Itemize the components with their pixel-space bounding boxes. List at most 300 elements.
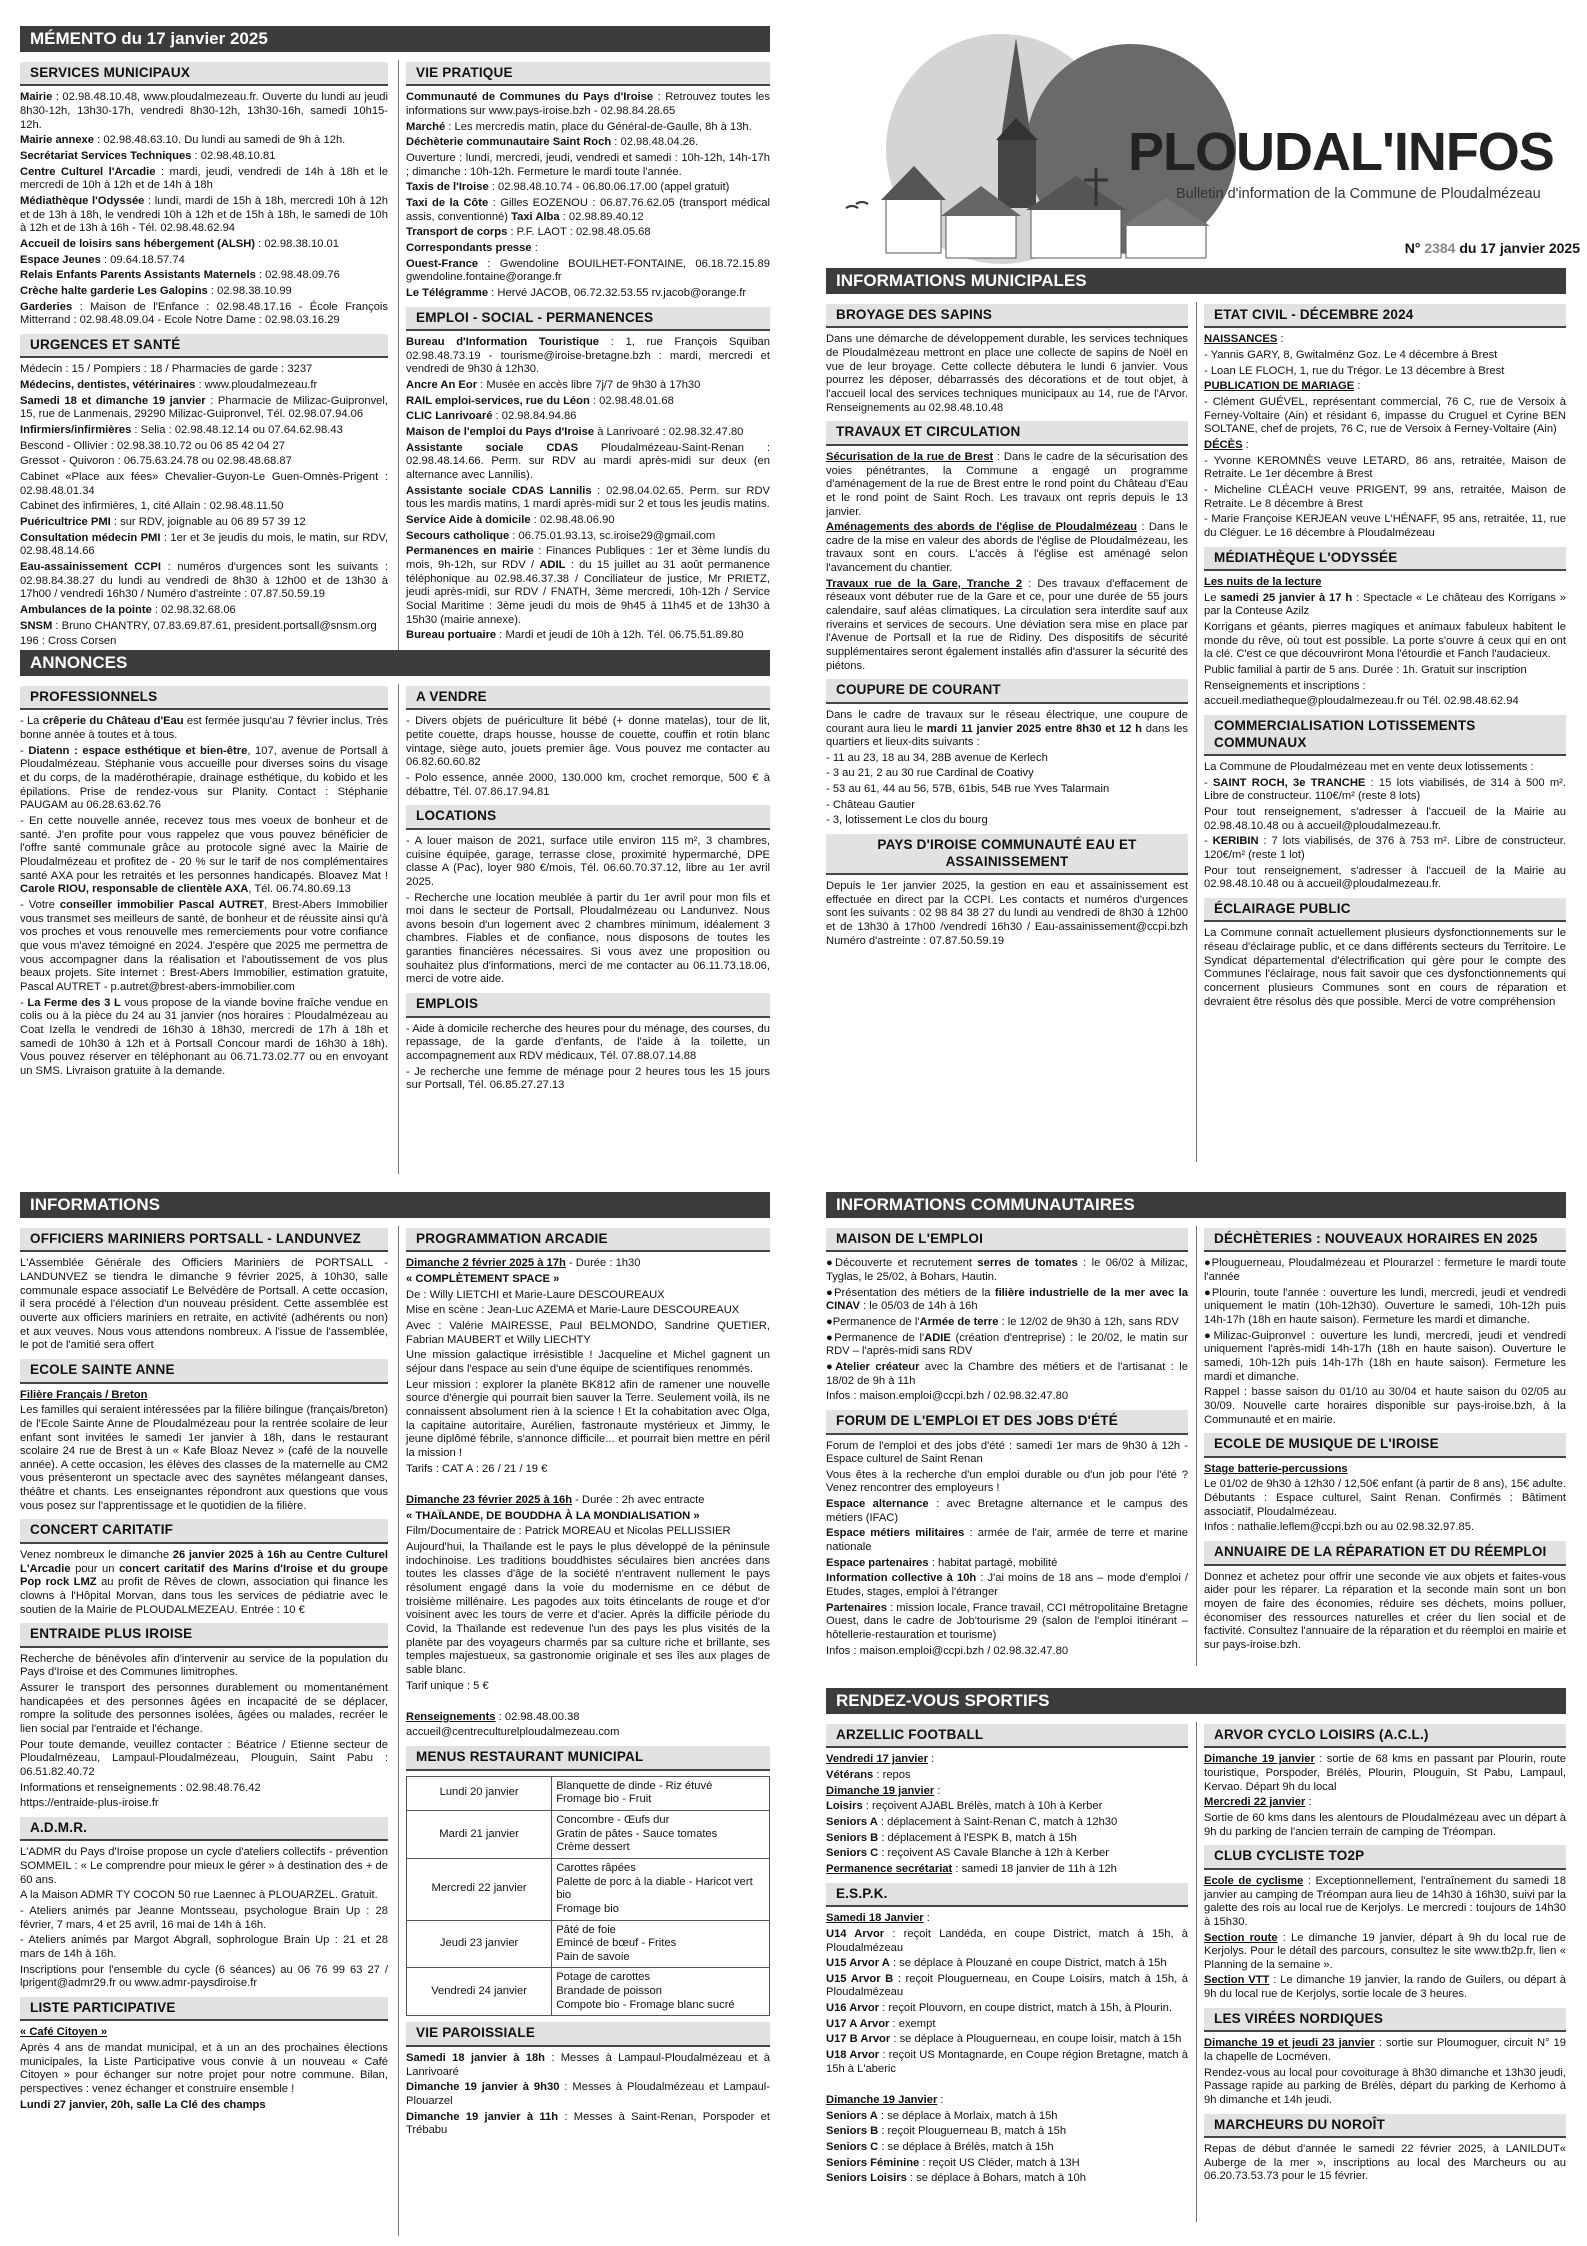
paragraph: Depuis le 1er janvier 2025, la gestion en eau et assainissement est effectuée en direct par la CCPI. Les contacts et numéros d'urgences sont les suivants : 02 98 84 38 27 du lundi au vendredi de 8h30 à 12h00 et de 13h30 à 17h00 /vendredi 16h30 / Eau-assainissement@ccpi.bzh Numéro d'astreinte : 07.87.50.59.19 — [826, 880, 1188, 947]
virees-body — [1204, 2037, 1566, 2107]
infomun-right-col — [1204, 298, 1566, 1011]
menu-dishes: Blanquette de dinde - Riz étuvé Fromage bio - Fruit — [552, 1776, 770, 1810]
paragraph: - Ateliers animés par Margot Abgrall, sophrologue Brain Up : 21 et 28 mars de 14h à 16h. — [20, 1934, 388, 1960]
paroissiale-heading: VIE PAROISSIALE — [406, 2022, 770, 2046]
paragraph: Transport de corps : P.F. LAOT : 02.98.48.05.68 — [406, 226, 651, 239]
paragraph: Les nuits de la lecture — [1204, 576, 1322, 589]
paragraph: accueil.mediatheque@ploudalmezeau.fr ou Tél. 02.98.48.62.94 — [1204, 695, 1519, 708]
annonces-section — [20, 650, 770, 1092]
emploi-body — [406, 336, 770, 643]
annonces-right-col — [406, 680, 770, 1095]
paragraph: - Loan LE FLOCH, 1, rue du Trégor. Le 13 décembre à Brest — [1204, 364, 1505, 377]
paragraph: U15 Arvor A : se déplace à Plouzané en coupe District, match à 15h — [826, 1957, 1167, 1970]
paragraph: Après 4 ans de mandat municipal, et à un an des prochaines élections municipales, la Liste Participative vous convie à un nouveau « Café Citoyen » pour échanger sur notre projet pour notre commune. Bilan, perspectives : venez échanger et construire ensemble ! — [20, 2042, 388, 2095]
paragraph: Une mission galactique irrésistible ! Jacqueline et Michel gagnent un séjour dans l'espace au sein d'une équipe de scientifiques renommés. — [406, 1349, 770, 1376]
emplois-body — [406, 1023, 770, 1093]
paragraph: Espace alternance : avec Bretagne alternance et le campus des métiers (IFAC) — [826, 1498, 1188, 1524]
paragraph: Mairie annexe : 02.98.48.63.10. Du lundi au samedi de 9h à 12h. — [20, 134, 346, 147]
paragraph: Sécurisation de la rue de Brest : Dans le cadre de la sécurisation des voies pénétrantes, la Commune a engagé un programme d'aménagement de la rue de Brest entre le rond point du Château d'Eau et le rond point de Saint Roch. Les travaux ont repris depuis le 13 janvier. — [826, 450, 1188, 518]
paragraph: « COMPLÈTEMENT SPACE » — [406, 1273, 560, 1286]
paragraph: Marché : Les mercredis matin, place du Général-de-Gaulle, 8h à 13h. — [406, 120, 752, 133]
menu-row — [407, 1920, 770, 1968]
rdv-bar: RENDEZ-VOUS SPORTIFS — [826, 1688, 1566, 1714]
urgences-heading: URGENCES ET SANTÉ — [20, 334, 388, 358]
vie-body — [406, 91, 770, 300]
paragraph: Sortie de 60 kms dans les alentours de Ploudalmézeau avec un départ à 9h du parking de l'ancien terrain de camping de Tréompan. — [1204, 1812, 1566, 1838]
forum-heading: FORUM DE L'EMPLOI ET DES JOBS D'ÉTÉ — [826, 1410, 1188, 1434]
paragraph: Informations et renseignements : 02.98.48.76.42 — [20, 1781, 261, 1794]
to2p-body — [1204, 1875, 1566, 2002]
menu-day: Vendredi 24 janvier — [407, 1968, 552, 2016]
memento-section — [20, 26, 770, 648]
paragraph: Ambulances de la pointe : 02.98.32.68.06 — [20, 603, 236, 616]
menu-row — [407, 1776, 770, 1810]
paragraph: Dimanche 19 janvier : — [826, 1784, 941, 1797]
paragraph: - 3, lotissement Le clos du bourg — [826, 814, 988, 827]
paragraph: Ecole de cyclisme : Exceptionnellement, l'entraînement du samedi 18 janvier au camping de Tréompan aura lieu de 14h30 à 16h30, suivi par la galette des rois au local rue de Kerjolys. Le mercredi : toujours de 14h30 à 15h30. — [1204, 1874, 1566, 1928]
rdv-right-col — [1204, 1718, 1566, 2186]
paragraph: U17 B Arvor : se déplace à Plouguerneau, en coupe loisir, match à 15h — [826, 2033, 1182, 2046]
paragraph: Consultation médecin PMI : 1er et 3e jeudis du mois, le matin, sur RDV, 02.98.48.14.66 — [20, 531, 388, 558]
entraide-body — [20, 1653, 388, 1811]
paragraph: Maison de l'emploi du Pays d'Iroise à Lanrivoaré : 02.98.32.47.80 — [406, 426, 744, 439]
paragraph: Cabinet des infirmières, 1, cité Allain : 02.98.48.11.50 — [20, 500, 284, 513]
paragraph: Dimanche 19 janvier à 11h : Messes à Saint-Renan, Porspoder et Trébabu — [406, 2110, 771, 2137]
musique-heading: ECOLE DE MUSIQUE DE L'IROISE — [1204, 1433, 1566, 1457]
arcadie-heading: PROGRAMMATION ARCADIE — [406, 1228, 770, 1252]
paragraph: Dimanche 23 février 2025 à 16h - Durée : 2h avec entracte — [406, 1493, 705, 1506]
rdv-left-col — [826, 1718, 1188, 2188]
informations-bar: INFORMATIONS — [20, 1192, 770, 1218]
paragraph: Seniors C : se déplace à Brélès, match à 15h — [826, 2141, 1054, 2154]
emplois-heading: EMPLOIS — [406, 993, 770, 1017]
paragraph: Mise en scène : Jean-Luc AZEMA et Marie-Laure DESCOUREAUX — [406, 1304, 740, 1317]
arzellic-heading: ARZELLIC FOOTBALL — [826, 1724, 1188, 1748]
paragraph: « THAÏLANDE, DE BOUDDHA À LA MONDIALISATION » — [406, 1509, 700, 1522]
paragraph: Seniors A : se déplace à Morlaix, match à 15h — [826, 2109, 1058, 2122]
entraide-heading: ENTRAIDE PLUS IROISE — [20, 1623, 388, 1647]
to2p-heading: CLUB CYCLISTE TO2P — [1204, 1845, 1566, 1869]
vie-heading: VIE PRATIQUE — [406, 62, 770, 86]
paragraph: Partenaires : mission locale, France travail, CCI métropolitaine Bretagne Ouest, dans le cadre de Job'tourisme 29 (salon de l'emploi itinérant – hôtellerie-restauration et tourisme) — [826, 1601, 1188, 1642]
paragraph: - Recherche une location meublée à partir du 1er avril pour mon fils et moi dans le secteur de Portsall, Ploudalmézeau ou Landunvez. Nous avons besoin d'un logement avec 2 chambres minimum, idéalement 3 chambres. Fiables et de confiance, nous disposons de toutes les garanties financières nécessaires. Si vous avez une proposition ou souhaitez plus d'informations, merci de me contacter au 06.11.73.18.06, merci de votre aide. — [406, 891, 770, 986]
paragraph: - Château Gautier — [826, 798, 915, 811]
paragraph: accueil@centreculturelploudalmezeau.com — [406, 1726, 620, 1739]
paragraph: - En cette nouvelle année, recevez tous mes voeux de bonheur et de santé. J'en profite pour vous rappelez que vous pouvez bénéficier de l'offre santé communale grâce au protocole signé avec la Mairie de Ploudalmézeau et profitez de - 20 % sur le tarif de nos complémentaires santé AXA pour les retraités et les personnes handicapés. Bloavez Mat ! Carole RIOU, responsable de clientèle AXA, Tél. 06.74.80.69.13 — [20, 815, 388, 896]
memento-bar: MÉMENTO du 17 janvier 2025 — [20, 26, 770, 52]
menu-dishes: Concombre - Œufs dur Gratin de pâtes - Sauce tomates Crème dessert — [552, 1810, 770, 1858]
paragraph: Secours catholique : 06.75.01.93.13, sc.iroise29@gmail.com — [406, 529, 716, 542]
paragraph: Section VTT : Le dimanche 19 janvier, la rando de Guilers, ou départ à 9h du local rue de Kerjolys, sortie locale de 3 heures. — [1204, 1974, 1566, 2001]
paragraph: NAISSANCES : — [1204, 333, 1284, 346]
admr-body — [20, 1846, 388, 1991]
broyage-heading: BROYAGE DES SAPINS — [826, 304, 1188, 328]
paragraph: Loisirs : reçoivent AJABL Brélès, match à 10h à Kerber — [826, 1800, 1103, 1813]
paragraph: - La crêperie du Château d'Eau est fermée jusqu'au 7 février inclus. Très bonne année à toutes et à tous. — [20, 715, 388, 742]
paragraph: Rendez-vous au local pour covoiturage à 8h30 dimanche et 13h30 jeudi, Passage rapide au parking de Brélès, départ du parking de Kerhomo à 9h dimanche et 14h jeudi. — [1204, 2066, 1566, 2106]
paragraph: - Je recherche une femme de ménage pour 2 heures tous les 15 jours sur Portsall, Tél. 06.85.27.27.13 — [406, 1065, 770, 1092]
paragraph: Filière Français / Breton — [20, 1388, 148, 1401]
paragraph: Lundi 27 janvier, 20h, salle La Clé des champs — [20, 2098, 266, 2111]
pro-heading: PROFESSIONNELS — [20, 686, 388, 710]
paragraph: Public familial à partir de 5 ans. Durée : 1h. Gratuit sur inscription — [1204, 664, 1527, 677]
officiers-body — [20, 1257, 388, 1353]
paragraph: Médecin : 15 / Pompiers : 18 / Pharmacies de garde : 3237 — [20, 363, 313, 376]
column-divider — [1196, 302, 1197, 1162]
reparation-body — [1204, 1571, 1566, 1653]
column-divider — [398, 684, 399, 1174]
paragraph: A la Maison ADMR TY COCON 50 rue Laennec à PLOUARZEL. Gratuit. — [20, 1889, 378, 1902]
musique-body — [1204, 1463, 1566, 1535]
paragraph: Assurer le transport des personnes durablement ou momentanément handicapées et des personnes âgées en incapacité de se déplacer, rompre la solitude des personnes isolées, âgées ou malades, recréer le lien social par l'entraide et l'échange. — [20, 1681, 388, 1735]
paragraph: - 53 au 61, 44 au 56, 57B, 61bis, 54B rue Yves Talarmain — [826, 783, 1110, 796]
menu-dishes: Potage de carottes Brandade de poisson Compote bio - Fromage blanc sucré — [552, 1968, 770, 2016]
sainteanne-heading: ECOLE SAINTE ANNE — [20, 1359, 388, 1383]
informations-section — [20, 1192, 771, 2137]
column-divider — [1196, 1226, 1197, 1666]
noroit-heading: MARCHEURS DU NOROÎT — [1204, 2114, 1566, 2138]
travaux-heading: TRAVAUX ET CIRCULATION — [826, 421, 1188, 445]
paragraph: Eau-assainissement CCPI : numéros d'urgences sont les suivants : 02.98.84.38.27 du lundi au vendredi de 8h30 à 12h00 et de 13h30 à 17h00 / vendredi 16h30 / Numéro d'astreinte : 07.87.50.59.19 — [20, 560, 389, 601]
menu-day: Mardi 21 janvier — [407, 1810, 552, 1858]
paragraph: Le 01/02 de 9h30 à 12h30 / 12,50€ enfant (à partir de 8 ans), 15€ adulte. Débutants : Espace culturel, Saint Renan. Confirmés : Bâtiment associatif, Ploudalmézeau. — [1204, 1478, 1566, 1518]
paragraph: - Micheline CLÉACH veuve PRIGENT, 99 ans, retraitée, Maison de Retraite. Le 8 décembre à Brest — [1204, 484, 1566, 510]
memento-right-col — [406, 56, 770, 645]
paragraph: Dans le cadre de travaux sur le réseau électrique, une coupure de courant aura lieu le mardi 11 janvier 2025 entre 8h30 et 12 h dans les quartiers et lieux-dits suivants : — [826, 708, 1188, 749]
memento-left-col — [20, 56, 388, 651]
paragraph: - Yannis GARY, 8, Gwitalménz Goz. Le 4 décembre à Brest — [1204, 349, 1498, 362]
paragraph: - Divers objets de puériculture lit bébé (+ donne matelas), tour de lit, petite couette, draps housse, housse de couette, couffin et rotin blanc vintage, siège auto, jouets premier âge. Vous pouvez me contacter au 06.82.60.60.82 — [406, 715, 770, 769]
paragraph — [406, 1695, 770, 1709]
lotissements-heading: COMMERCIALISATION LOTISSEMENTS COMMUNAUX — [1204, 715, 1566, 756]
paragraph: Seniors Féminine : reçoit US Cléder, match à 13H — [826, 2156, 1080, 2169]
paragraph: PUBLICATION DE MARIAGE : — [1204, 380, 1361, 393]
arzellic-body — [826, 1753, 1188, 1876]
paragraph: Le Télégramme : Hervé JACOB, 06.72.32.53.55 rv.jacob@orange.fr — [406, 287, 747, 299]
issue-number: N° 2384 du 17 janvier 2025 — [1404, 240, 1580, 256]
paragraph: Cabinet «Place aux fées» Chevalier-Guyon-Le Guen-Omnès-Prigent : 02.98.48.01.34 — [20, 471, 388, 497]
paragraph: Inscriptions pour l'ensemble du cycle (6 séances) au 06 76 99 63 27 / lprigent@admr29.fr ou www.admr-paysdiroise.fr — [20, 1963, 388, 1990]
paragraph: Ancre An Eor : Musée en accès libre 7j/7 de 9h30 à 17h30 — [406, 379, 701, 392]
rdv-section — [826, 1688, 1567, 2185]
masthead-title: PLOUDAL'INFOS — [1128, 122, 1554, 182]
paragraph: ●Plouguerneau, Ploudalmézeau et Plourarzel : fermeture le mardi toute l'année — [1204, 1257, 1566, 1284]
paragraph: U17 A Arvor : exempt — [826, 2017, 936, 2030]
paragraph: Vous êtes à la recherche d'un emploi durable ou d'un job pour l'été ? Venez rencontrer des employeurs ! — [826, 1468, 1188, 1495]
paragraph: Vendredi 17 janvier : — [826, 1753, 935, 1766]
paragraph: Samedi 18 Janvier : — [826, 1912, 930, 1925]
forum-body — [826, 1440, 1188, 1659]
menu-table — [406, 1776, 770, 2017]
paragraph: Médiathèque l'Odyssée : lundi, mardi de 15h à 18h, mercredi 10h à 12h et de 13h à 18h, le vendredi 10h à 12h et de 15h à 18h, le samedi de 10h à 12h et de 13h à 16h - Tél. 02.98.48.62.94 — [20, 195, 388, 235]
paragraph: SNSM : Bruno CHANTRY, 07.83.69.87.61, president.portsall@snsm.org — [20, 619, 377, 632]
liste-heading: LISTE PARTICIPATIVE — [20, 1997, 388, 2021]
paragraph: Bureau d'Information Touristique : 1, rue François Squiban 02.98.48.73.19 - tourisme@iroise-bretagne.bzh : mardi, mercredi et vendredi de 9h30 à 12h30. — [406, 336, 770, 376]
paragraph: Permanence secrétariat : samedi 18 janvier de 11h à 12h — [826, 1863, 1117, 1876]
paragraph: Dimanche 2 février 2025 à 17h - Durée : 1h30 — [406, 1257, 641, 1270]
liste-body — [20, 2026, 388, 2112]
paragraph: Dans une démarche de développement durable, les services techniques de Ploudalmézeau mettront en place une collecte de sapins de Noël en vue de leur broyage. Cette collecte débutera le lundi 6 janvier. Vous pourrez les déposer, débarrassés des décorations et de tout objet, à l'accueil local des services techniques municipaux au 14, rue de l'Arvor. Renseignements au 02.98.48.10.48 — [826, 333, 1188, 414]
paragraph: ●Plourin, toute l'année : ouverture les lundi, mercredi, jeudi et vendredi uniquement le matin (10h-12h30). Ouverture le samedi, 10h-12h puis 14h-17h (18h en haute saison). Fermeture les mardi et dimanche. — [1204, 1286, 1566, 1327]
paragraph: Accueil de loisirs sans hébergement (ALSH) : 02.98.38.10.01 — [20, 238, 339, 251]
paragraph: - Votre conseiller immobilier Pascal AUTRET, Brest-Abers Immobilier vous transmet ses meilleurs de santé, de bonheur et de réussite ainsi qu'à vos proches et vous renouvelle mes remerciements pour votre confiance que vous m'avez témoigné en 2024. J'espère que 2025 me permettra de vous accompagner dans la réalisation et l'aboutissement de vos plus beaux projets. Site internet : Brest-Abers Immobilier, estimation gratuite, Pascal AUTRET - p.autret@brest-abers-immobilier.com — [20, 899, 388, 993]
paragraph: Pour tout renseignement, s'adresser à l'accueil de la Mairie au 02.98.48.10.48 ou à accueil@ploudalmezeau.fr. — [1204, 864, 1566, 891]
odyssee-heading: MÉDIATHÈQUE L'ODYSSÉE — [1204, 547, 1566, 571]
paragraph: U18 Arvor : reçoit US Montagnarde, en Coupe région Bretagne, match à 15h à L'aberic — [826, 2049, 1189, 2075]
espk-body — [826, 1912, 1188, 2186]
eclairage-body — [1204, 927, 1566, 1009]
paragraph: Seniors Loisirs : se déplace à Bohars, match à 10h — [826, 2172, 1086, 2185]
paragraph: Repas de début d'année le samedi 22 février 2025, à LANILDUT« Auberge de la mer », inscriptions au local des Marcheurs ou au 06.20.73.53.73 pour le 15 février. — [1204, 2143, 1566, 2183]
paragraph: Bureau portuaire : Mardi et jeudi de 10h à 12h. Tél. 06.75.51.89.80 — [406, 629, 744, 642]
paragraph: DÉCÈS : — [1204, 439, 1249, 452]
paragraph: Information collective à 10h : J'ai moins de 18 ans – mode d'emploi / Etudes, stages, emploi à l'étranger — [826, 1572, 1188, 1599]
noroit-body — [1204, 2143, 1566, 2184]
paragraph: Forum de l'emploi et des jobs d'été : samedi 1er mars de 9h30 à 12h - Espace culturel de Saint Renan — [826, 1439, 1188, 1466]
paragraph: Tarifs : CAT A : 26 / 21 / 19 € — [406, 1462, 548, 1475]
paragraph: - 11 au 23, 18 au 34, 28B avenue de Kerlech — [826, 751, 1048, 764]
annonces-left-col — [20, 680, 388, 1081]
paragraph: Avec : Valérie MAIRESSE, Paul BELMONDO, Sandrine QUETIER, Fabrian MAUBERT et Willy LIECHTY — [406, 1320, 770, 1346]
paragraph: « Café Citoyen » — [20, 2026, 108, 2039]
paragraph: Gressot - Quivoron : 06.75.63.24.78 ou 02.98.48.68.87 — [20, 455, 292, 468]
paragraph: Korrigans et géants, pierres magiques et animaux fabuleux habitent le monde du rêve, où tout est possible. La porte s'ouvre à ceux qui en ont la clé. C'est ce que découvriront Mona l'étourdie et Fanch l'audacieux. — [1204, 621, 1566, 661]
paragraph: Les familles qui seraient intéressées par la filière bilingue (français/breton) de l'Ecole Sainte Anne de Ploudalmézeau pour la rentrée scolaire de leur enfant sont invitées le samedi 1er janvier à 18h, dans le restaurant scolaire 24 rue de Brest à un « Kafe Bloaz Nevez » (café de la nouvelle année). A cette occasion, les élèves des classes de la maternelle au CM2 vous présenteront un spectacle avec des saynètes mélangeant danses, théâtre et chants. Les enseignantes répondront aux questions que vous vous posez sur l'apprentissage et le quotidien de la filière. — [20, 1404, 388, 1512]
paragraph: Ouverture : lundi, mercredi, jeudi, vendredi et samedi : 10h-12h, 14h-17h ; dimanche : 10h-12h. Fermeture le mardi toute l'année. — [406, 152, 770, 178]
paragraph: 196 : Cross Corsen — [20, 635, 117, 648]
infocom-bar: INFORMATIONS COMMUNAUTAIRES — [826, 1192, 1566, 1218]
paragraph: Samedi 18 janvier à 18h : Messes à Lampaul-Ploudalmézeau et à Lanrivoaré — [406, 2051, 770, 2078]
menu-day: Lundi 20 janvier — [407, 1776, 552, 1810]
paragraph: ●Milizac-Guipronvel : ouverture les lundi, mercredi, jeudi et vendredi uniquement l'après-midi 14h-17h (18h en haute saison). Ouverture le samedi, 10h-12h puis 14h-17h (18h en haute saison). Fermeture les mardi et dimanche. — [1204, 1329, 1566, 1383]
paragraph: ●Permanence de l'ADIE (création d'entreprise) : le 20/02, le matin sur RDV – l'après-midi sans RDV — [826, 1331, 1188, 1358]
menu-row — [407, 1858, 770, 1920]
officiers-heading: OFFICIERS MARINIERS PORTSALL - LANDUNVEZ — [20, 1228, 388, 1252]
menu-day: Mercredi 22 janvier — [407, 1858, 552, 1920]
paragraph: Assistante sociale CDAS Lannilis : 02.98.04.02.65. Perm. sur RDV tous les mardis matins, 1 mardi après-midi sur 2 et tous les jeudis matins. — [406, 484, 770, 511]
paragraph: U16 Arvor : reçoit Plouvorn, en coupe district, match à 15h, à Plourin. — [826, 2002, 1172, 2015]
paragraph: Tarif unique : 5 € — [406, 1679, 489, 1692]
informations-left-col — [20, 1222, 388, 2114]
paragraph: Secrétariat Services Techniques : 02.98.48.10.81 — [20, 150, 276, 163]
paragraph: Stage batterie-percussions — [1204, 1462, 1348, 1475]
paragraph: Espace partenaires : habitat partagé, mobilité — [826, 1556, 1058, 1569]
paragraph: U15 Arvor B : reçoit Plouguerneau, en Coupe Loisirs, match à 15h, à Ploudalmézeau — [826, 1972, 1189, 1999]
paragraph: Leur mission : explorer la planète BK812 afin de ramener une nouvelle source d'énergie qui pourrait bien sauver la Terre. Seulement voilà, ils ne connaissent absolument rien à la science ! Et la cohabitation avec Olga, la capitaine autoritaire, Aurélien, fastronaute mystérieux et Jimmy, le jeune diplômé fébrile, s'annonce difficile... et pourrait bien mettre en péril la mission ! — [406, 1378, 770, 1459]
travaux-body — [826, 451, 1188, 674]
paragraph: Travaux rue de la Gare, Tranche 2 : Des travaux d'effacement de réseaux vont débuter rue de la Gare et ce, pour une durée de 55 jours calendaire, sauf aléas climatiques. La circulation sera interdite sauf aux riverains et services de secours. Une déviation sera mise en place par l'Avenue de Portsall et la rue de Ridiny. Des dispositifs de sécurité supplémentaires seront également installés afin d'assurer la sécurité des piétons. — [826, 577, 1189, 672]
paragraph: Infirmiers/infirmières : Selia : 02.98.48.12.14 ou 07.64.62.98.43 — [20, 424, 343, 437]
reparation-heading: ANNUAIRE DE LA RÉPARATION ET DU RÉEMPLOI — [1204, 1541, 1566, 1565]
espk-heading: E.S.P.K. — [826, 1883, 1188, 1907]
paragraph: Donnez et achetez pour offrir une seconde vie aux objets et faites-vous aider pour les réparer. La réparation et la seconde main sont un bon moyen de faire des économies, réduire ses déchets, moins polluer, économiser des ressources naturelles et créer du lien social et de factivité. Consultez l'annuaire de la réparation et du réemploi en mairie et sur pays-iroise.bzh. — [1204, 1570, 1566, 1651]
column-divider — [398, 1226, 399, 2236]
paragraph: ●Présentation des métiers de la filière industrielle de la mer avec la CINAV : le 05/03 de 14h à 16h — [826, 1286, 1188, 1313]
paragraph: - SAINT ROCH, 3e TRANCHE : 15 lots viabilisés, de 314 à 500 m². Libre de constructeur. 110€/m² (reste 8 lots) — [1204, 776, 1566, 803]
paragraph: Rappel : basse saison du 01/10 au 30/04 et haute saison du 02/05 au 30/09. Nouvelle carte horaires disponible sur pays-iroise.bzh, à la Communauté et en mairie. — [1204, 1386, 1566, 1426]
avendre-heading: A VENDRE — [406, 686, 770, 710]
paragraph: Renseignements : 02.98.48.00.38 — [406, 1710, 580, 1723]
paragraph: - Ateliers animés par Jeanne Montsseau, psychologue Brain Up : 28 février, 7 mars, 4 et 25 avril, 16 mai de 14h à 16h. — [20, 1904, 388, 1931]
paragraph: Vétérans : repos — [826, 1769, 911, 1782]
broyage-body — [826, 333, 1188, 415]
paragraph: Aujourd'hui, la Thaïlande est le pays le plus développé de la péninsule indochinoise. Les traditions bouddhistes séculaires bien ancrées dans toutes les classes d'âge de la société n'entravent nullement le pays résolument engagé dans la voie du modernisme en ce début de troisième millénaire. Les pagodes aux toits étincelants de rouge et d'or voisinent avec les tours de verre et d'acier. Après la difficile période du Covid, la Thaïlande est redevenue l'un des pays les plus visités de la planète par des voyageurs charmés par sa culture riche et brillante, ses temples majestueux, sa gastronomie originale et ses îles aux plages de sable blanc. — [406, 1540, 770, 1676]
informations-right-col — [406, 1222, 770, 2140]
paragraph: RAIL emploi-services, rue du Léon : 02.98.48.01.68 — [406, 394, 674, 407]
ccpi-body — [826, 880, 1188, 948]
paragraph: Puéricultrice PMI : sur RDV, joignable au 06 89 57 39 12 — [20, 516, 306, 528]
paragraph: Taxis de l'Iroise : 02.98.48.10.74 - 06.80.06.17.00 (appel gratuit) — [406, 181, 730, 194]
paragraph: Dimanche 19 janvier : sortie de 68 kms en passant par Plourin, route touristique, Porspoder, Brélès, Plourin, Plouguin, St Pabu, Lampaul, Kervao. Départ 9h du local — [1204, 1753, 1567, 1793]
paragraph: Venez nombreux le dimanche 26 janvier 2025 à 16h au Centre Culturel L'Arcadie pour un concert caritatif des Marins d'Iroise et du groupe Pop rock LMZ au profit de Rêves de clown, association qui finance les clowns à l'Hôpital Morvan, dans tous les services de pédiatrie avec le soutien de la Mairie de PLOUDALMEZEAU. Entrée : 10 € — [20, 1548, 388, 1616]
paragraph: Assistante sociale CDAS Ploudalmézeau-Saint-Renan : 02.98.48.14.66. Perm. sur RDV au mardi après-midi sur deux (en alternance avec Lannilis). — [406, 441, 770, 482]
paragraph: Seniors C : reçoivent AS Cavale Blanche à 12h à Kerber — [826, 1847, 1109, 1860]
menu-row — [407, 1810, 770, 1858]
infocom-left-col — [826, 1222, 1188, 1660]
paragraph: U14 Arvor : reçoit Landéda, en coupe District, match à 15h, à Ploudalmézeau — [826, 1927, 1188, 1954]
menu-dishes: Carottes râpées Palette de porc à la diable - Haricot vert bio Fromage bio — [552, 1858, 770, 1920]
paragraph: CLIC Lanrivoaré : 02.98.84.94.86 — [406, 410, 577, 423]
menu-day: Jeudi 23 janvier — [407, 1920, 552, 1968]
admr-heading: A.D.M.R. — [20, 1817, 388, 1841]
maisonemploi-heading: MAISON DE L'EMPLOI — [826, 1228, 1188, 1252]
infocom-section — [826, 1192, 1566, 1657]
paragraph: Film/Documentaire de : Patrick MOREAU et Nicolas PELLISSIER — [406, 1525, 731, 1538]
urgences-body — [20, 363, 388, 648]
paragraph: - Yvonne KEROMNÈS veuve LETARD, 86 ans, retraitée, Maison de Retraite. Le 1er décembre à Brest — [1204, 454, 1566, 481]
caritatif-body — [20, 1549, 388, 1617]
coupure-body — [826, 709, 1188, 828]
infomun-bar: INFORMATIONS MUNICIPALES — [826, 268, 1566, 294]
pro-body — [20, 715, 388, 1078]
paragraph: Samedi 18 et dimanche 19 janvier : Pharmacie de Milizac-Guipronvel, 15, rue de Lanmenais, 29290 Milizac-Guipronvel, Tél. 02.98.07.94.06 — [20, 394, 388, 421]
paragraph: Infos : maison.emploi@ccpi.bzh / 02.98.32.47.80 — [826, 1644, 1069, 1657]
etatcivil-body — [1204, 333, 1566, 540]
paragraph: Taxi de la Côte : Gilles EOZENOU : 06.87.76.62.05 (transport médical assis, conventionné) Taxi Alba : 02.98.89.40.12 — [406, 197, 770, 223]
arvor-body — [1204, 1753, 1566, 1839]
virees-heading: LES VIRÉES NORDIQUES — [1204, 2008, 1566, 2032]
infomun-section — [826, 268, 1566, 1008]
paragraph: Permanences en mairie : Finances Publiques : 1er et 3ème lundis du mois, 9h-12h, sur RDV / ADIL : du 15 juillet au 31 août permanence téléphonique au 02.98.46.37.38 / Conciliateur de justice, Mr PRIETZ, jeudi après-midi, sur RDV / FNATH, 3ème mercredi, 10h-12h / Service Social Maritime : 3ème jeudi du mois de 9h45 à 11h45 et de 13h30 à 15h30 (mairie annexe). — [406, 545, 770, 626]
paragraph: - KERIBIN : 7 lots viabilisés, de 376 à 753 m². Libre de constructeur. 120€/m² (reste 1 lot) — [1204, 835, 1566, 861]
paragraph: - Marie Françoise KERJEAN veuve L'HÉNAFF, 95 ans, retraitée, 11, rue du Cléguer. Le 16 décembre à Ploudalmézeau — [1204, 513, 1566, 539]
lotissements-body — [1204, 761, 1566, 892]
paragraph: Bescond - Ollivier : 02.98.38.10.72 ou 06 85 42 04 27 — [20, 439, 285, 452]
paragraph: - A louer maison de 2021, surface utile environ 115 m², 3 chambres, cuisine équipée, garage, terrasse close, proximité hypermarché, DPE classe A (Pac), loyer 980 €/mois, Tél. 06.60.70.37.12, libre au 1er avril 2025. — [406, 834, 770, 888]
paragraph: Espace Jeunes : 09.64.18.57.74 — [20, 253, 185, 266]
paragraph: - Polo essence, année 2000, 130.000 km, crochet remorque, 500 € à débattre, Tél. 07.86.17.94.81 — [406, 772, 770, 798]
services-body — [20, 91, 388, 328]
paragraph: Seniors B : déplacement à l'ESPK B, match à 15h — [826, 1831, 1077, 1844]
annonces-bar: ANNONCES — [20, 650, 770, 676]
paragraph: Déchèterie communautaire Saint Roch : 02.98.48.04.26. — [406, 136, 699, 149]
caritatif-heading: CONCERT CARITATIF — [20, 1519, 388, 1543]
paragraph: Centre Culturel l'Arcadie : mardi, jeudi, vendredi de 14h à 18h et le mercredi de 10h à 12h et de 14h à 18h — [20, 165, 389, 192]
column-divider — [398, 60, 399, 660]
paragraph: - 3 au 21, 2 au 30 rue Cardinal de Coativy — [826, 767, 1034, 780]
paragraph: - Diatenn : espace esthétique et bien-être, 107, avenue de Portsall à Ploudalmézeau. Stéphanie vous accueille pour diverses soins du visage et du corps, de la madérothérapie, drainage esthétique, du kobido et les épilations. Prise de rendez-vous sur Planity. Contact : Stéphanie PAUGAM au 06.28.63.62.76 — [20, 744, 388, 812]
infocom-right-col — [1204, 1222, 1566, 1655]
maisonemploi-body — [826, 1257, 1188, 1404]
paragraph: La Commune de Ploudalmézeau met en vente deux lotissements : — [1204, 760, 1534, 773]
paragraph: https://entraide-plus-iroise.fr — [20, 1797, 159, 1810]
paragraph: Ouest-France : Gwendoline BOUILHET-FONTAINE, 06.18.72.15.89 gwendoline.fontaine@orange.fr — [406, 257, 770, 284]
paragraph: Seniors B : reçoit Plouguerneau B, match à 15h — [826, 2125, 1067, 2138]
paragraph: Le samedi 25 janvier à 17 h : Spectacle « Le château des Korrigans » par la Conteuse Azilz — [1204, 591, 1566, 618]
arcadie-body — [406, 1257, 770, 1740]
paragraph: Médecins, dentistes, vétérinaires : www.ploudalmezeau.fr — [20, 379, 318, 392]
etatcivil-heading: ETAT CIVIL - DÉCEMBRE 2024 — [1204, 304, 1566, 328]
paragraph: Mairie : 02.98.48.10.48, www.ploudalmezeau.fr. Ouverte du lundi au jeudi 8h30-12h, 13h30-17h, vendredi 8h30-12h, 13h30-16h, samedi 10h15-12h. — [20, 91, 388, 131]
paragraph: - La Ferme des 3 L vous propose de la viande bovine fraîche vendue en colis ou à la pièce du 24 au 31 janvier (nos horaires : Ploudalmézeau au Coat Izella le vendredi de 16h30 à 18h30, mercredi de 17h à 18h et samedi de 10h30 à 12h et à Portsall Concour mardi de 16h30 à 18h). Vous pouvez réserver en téléphonant au 06.71.73.02.77 ou en envoyant un SMS. Livraison gratuite à la demande. — [20, 996, 388, 1077]
emploi-heading: EMPLOI - SOCIAL - PERMANENCES — [406, 307, 770, 331]
locations-body — [406, 835, 770, 987]
avendre-body — [406, 715, 770, 799]
menus-heading: MENUS RESTAURANT MUNICIPAL — [406, 1746, 770, 1770]
paragraph: Correspondants presse : — [406, 242, 538, 255]
decheteries-body — [1204, 1257, 1566, 1427]
menu-dishes: Pâté de foie Emincé de bœuf - Frites Pain de savoie — [552, 1920, 770, 1968]
services-heading: SERVICES MUNICIPAUX — [20, 62, 388, 86]
paragraph: Pour toute demande, veuillez contacter : Béatrice / Etienne secteur de Ploudalmézeau, Lampaul-Ploudalmézeau, Plouguin, Saint Pabu : 06.51.82.40.72 — [20, 1738, 388, 1778]
ccpi-heading: PAYS D'IROISE COMMUNAUTÉ EAU ET ASSAINISSEMENT — [826, 834, 1188, 875]
paragraph: Dimanche 19 Janvier : — [826, 2094, 944, 2107]
sainteanne-body — [20, 1389, 388, 1514]
paragraph: Infos : nathalie.leflem@ccpi.bzh ou au 02.98.32.97.85. — [1204, 1521, 1475, 1534]
paragraph: Mercredi 22 janvier : — [1204, 1796, 1312, 1809]
paragraph: Relais Enfants Parents Assistants Maternels : 02.98.48.09.76 — [20, 269, 340, 282]
paragraph — [406, 1478, 770, 1492]
paragraph: Infos : maison.emploi@ccpi.bzh / 02.98.32.47.80 — [826, 1390, 1069, 1403]
paragraph: Espace métiers militaires : armée de l'air, armée de terre et marine nationale — [826, 1527, 1189, 1554]
decheteries-heading: DÉCHÈTERIES : NOUVEAUX HORAIRES EN 2025 — [1204, 1228, 1566, 1252]
paroissiale-body — [406, 2052, 770, 2138]
paragraph: ●Découverte et recrutement serres de tomates : le 06/02 à Milizac, Tyglas, le 25/02, à Bohars, Hautin. — [826, 1257, 1188, 1284]
paragraph: Dimanche 19 janvier à 9h30 : Messes à Ploudalmézeau et Lampaul-Plouarzel — [406, 2081, 770, 2107]
paragraph: Crèche halte garderie Les Galopins : 02.98.38.10.99 — [20, 285, 292, 297]
paragraph: Section route : Le dimanche 19 janvier, départ à 9h du local rue de Kerjolys. Pour le détail des parcours, consultez le site www.tb2p.fr, lien « Planning de la semaine ». — [1204, 1931, 1566, 1971]
column-divider — [1196, 1722, 1197, 2222]
paragraph: La Commune connaît actuellement plusieurs dysfonctionnements sur le réseau d'éclairage public, et ce dans différents secteurs du Territoire. Le Syndicat départemental d'électrification qui gère pour le compte des Communes l'éclairage, nous fait savoir que ces dysfonctionnements qui concernent plusieurs Communes sont en cours de réparation et devraient être résolus dès que possible. Merci de votre compréhension — [1204, 927, 1566, 1008]
masthead-subtitle: Bulletin d'information de la Commune de Ploudalmézeau — [1176, 186, 1541, 202]
menu-row — [407, 1968, 770, 2016]
paragraph: - Aide à domicile recherche des heures pour du ménage, des courses, du repassage, de la garde d'enfants, de l'aide à la toilette, un accompagnement aux RDV médicaux, Tél. 07.88.07.14.88 — [406, 1022, 770, 1062]
paragraph: ●Atelier créateur avec la Chambre des métiers et de l'artisanat : le 18/02 de 9h à 11h — [826, 1361, 1188, 1387]
paragraph: L'ADMR du Pays d'Iroise propose un cycle d'ateliers collectifs - prévention SOMMEIL : « Le comprendre pour mieux le gérer » à destination des + de 60 ans. — [20, 1846, 388, 1886]
paragraph: Communauté de Communes du Pays d'Iroise : Retrouvez toutes les informations sur www.pays-iroise.bzh - 02.98.84.28.65 — [406, 91, 770, 118]
paragraph: Garderies : Maison de l'Enfance : 02.98.48.17.16 - École François Mitterrand : 02.98.48.09.04 - Ecole Notre Dame : 02.98.03.16.29 — [20, 300, 388, 327]
infomun-left-col — [826, 298, 1188, 950]
paragraph: Service Aide à domicile : 02.98.48.06.90 — [406, 514, 615, 526]
paragraph: Renseignements et inscriptions : — [1204, 679, 1366, 692]
paragraph: Seniors A : déplacement à Saint-Renan C, match à 12h30 — [826, 1816, 1118, 1829]
paragraph: Pour tout renseignement, s'adresser à l'accueil de la Mairie au 02.98.48.10.48 ou à accueil@ploudalmezeau.fr. — [1204, 805, 1566, 832]
paragraph: Recherche de bénévoles afin d'intervenir au service de la population du Pays d'Iroise et des Communes limitrophes. — [20, 1652, 388, 1679]
paragraph: Dimanche 19 et jeudi 23 janvier : sortie sur Ploumoguer, circuit N° 19 la chapelle de Locméven. — [1204, 2037, 1566, 2063]
locations-heading: LOCATIONS — [406, 805, 770, 829]
paragraph: - Clément GUÉVEL, représentant commercial, 76 C, rue de Versoix à Ferney-Voltaire (Ain) et résidant 6, impasse du Cruguel et Cyrine BEN SOLTANE, chef de projets, 76 C, rue de Versoix à Ferney-Voltaire (Ain) — [1204, 396, 1566, 436]
eclairage-heading: ÉCLAIRAGE PUBLIC — [1204, 898, 1566, 922]
paragraph: ●Permanence de l'Armée de terre : le 12/02 de 9h30 à 12h, sans RDV — [826, 1316, 1179, 1329]
paragraph: Aménagements des abords de l'église de Ploudalmézeau : Dans le cadre de la mise en valeur des abords de l'église de Ploudalmézeau, les travaux sont en cours. L'accès à l'église est aménagé selon l'avancement du chantier. — [826, 521, 1188, 575]
paragraph: De : Willy LIETCHI et Marie-Laure DESCOUREAUX — [406, 1288, 665, 1301]
coupure-heading: COUPURE DE COURANT — [826, 679, 1188, 703]
odyssee-body — [1204, 576, 1566, 709]
paragraph: L'Assemblée Générale des Officiers Mariniers de PORTSALL - LANDUNVEZ se tiendra le dimanche 9 février 2025, à 10h30, salle communale espace associatif Le Belvédère de Portsall. A cette occasion, il sera procédé à l'élection d'un nouveau président. Cette assemblée est ouverte aux officiers mariniers en retraite, en activité (adhérents ou non) et aux veuves. Nous vous attendons nombreux. A l'issue de l'assemblée, le pot de l'amitié sera offert — [20, 1257, 388, 1352]
issue-num: 2384 — [1424, 240, 1456, 256]
arvor-heading: ARVOR CYCLO LOISIRS (A.C.L.) — [1204, 1724, 1566, 1748]
paragraph — [826, 2078, 1188, 2092]
